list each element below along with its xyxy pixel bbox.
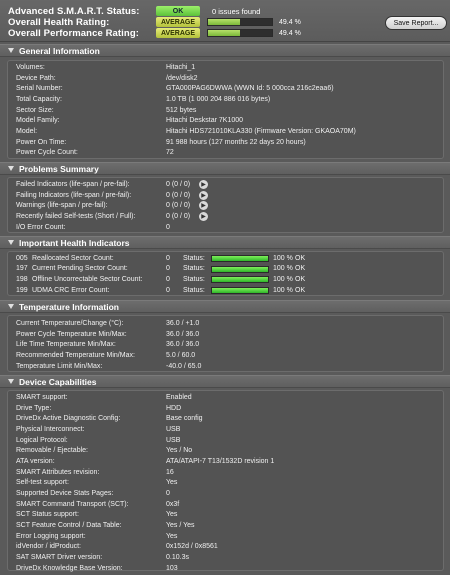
attribute-id: 198: [16, 275, 28, 283]
row-label: Model:: [16, 127, 38, 135]
problem-row: [8, 211, 443, 222]
attribute-id: 199: [16, 286, 28, 294]
status-label: Status:: [183, 254, 205, 262]
row-value: Yes / Yes: [166, 522, 195, 530]
info-row: [8, 62, 443, 73]
row-label: Power Cycle Temperature Min/Max:: [16, 330, 127, 338]
info-row: [8, 148, 443, 159]
problems-section-header[interactable]: [0, 162, 450, 175]
health-rating-label: Overall Health Rating:: [8, 16, 110, 28]
disclosure-triangle-icon[interactable]: [8, 379, 14, 384]
row-value: /dev/disk2: [166, 74, 198, 82]
row-value: 103: [166, 564, 178, 572]
status-bar-fill: [212, 267, 268, 272]
row-label: Removable / Ejectable:: [16, 447, 88, 455]
row-value: ATA/ATAPI-7 T13/1532D revision 1: [166, 457, 275, 465]
row-label: Recommended Temperature Min/Max:: [16, 351, 135, 359]
performance-rating-row: [8, 27, 301, 39]
row-label: Current Temperature/Change (°C):: [16, 319, 124, 327]
attribute-id: 197: [16, 265, 28, 273]
details-arrow-icon[interactable]: ▶: [199, 201, 208, 210]
disclosure-triangle-icon[interactable]: [8, 240, 14, 245]
status-label: Status:: [183, 265, 205, 273]
row-label: SCT Status support:: [16, 511, 79, 519]
status-text: OK: [295, 286, 306, 294]
problem-value: 0 (0 / 0): [166, 213, 191, 221]
row-label: Logical Protocol:: [16, 436, 68, 444]
info-row: [8, 510, 443, 521]
health-indicator-row: [8, 274, 443, 285]
save-report-button[interactable]: Save Report...: [385, 16, 447, 30]
info-row: [8, 137, 443, 148]
row-label: ATA version:: [16, 457, 55, 465]
row-value: 36.0 / 36.0: [166, 341, 200, 349]
row-value: Base config: [166, 415, 203, 423]
row-label: Physical Interconnect:: [16, 425, 85, 433]
capabilities-panel: [7, 390, 444, 571]
attribute-value: 0: [166, 265, 170, 273]
attribute-name: Reallocated Sector Count:: [32, 254, 114, 262]
health-rating-bar-fill: [208, 19, 240, 25]
health-indicators-panel: [7, 251, 444, 296]
row-value: 512 bytes: [166, 106, 197, 114]
row-label: Power Cycle Count:: [16, 149, 78, 157]
status-text: OK: [295, 265, 306, 273]
smart-status-badge: OK: [156, 6, 200, 16]
row-label: SMART support:: [16, 393, 68, 401]
disclosure-triangle-icon[interactable]: [8, 304, 14, 309]
performance-rating-badge: AVERAGE: [156, 28, 200, 38]
row-label: Power On Time:: [16, 138, 67, 146]
info-row: [8, 424, 443, 435]
row-value: Yes: [166, 532, 178, 540]
problem-value: 0 (0 / 0): [166, 202, 191, 210]
info-row: [8, 329, 443, 340]
status-label: Status:: [183, 275, 205, 283]
problems-section-title: Problems Summary: [19, 163, 99, 174]
problem-value: 0 (0 / 0): [166, 180, 191, 188]
row-value: 36.0 / +1.0: [166, 319, 200, 327]
info-row: [8, 542, 443, 553]
row-value: 72: [166, 149, 174, 157]
row-value: 0: [166, 490, 170, 498]
health-indicator-row: [8, 264, 443, 275]
info-row: [8, 563, 443, 574]
problem-label: I/O Error Count:: [16, 224, 66, 232]
problem-row: [8, 201, 443, 212]
row-label: Self-test support:: [16, 479, 69, 487]
row-value: 5.0 / 60.0: [166, 351, 196, 359]
row-value: 0x3f: [166, 500, 180, 508]
status-text: OK: [295, 275, 306, 283]
row-value: -40.0 / 65.0: [166, 362, 202, 370]
status-bar: [211, 287, 269, 294]
info-row: [8, 350, 443, 361]
info-row: [8, 126, 443, 137]
summary-header: [0, 0, 450, 42]
row-label: Drive Type:: [16, 404, 52, 412]
status-bar-fill: [212, 256, 268, 261]
details-arrow-icon[interactable]: ▶: [199, 180, 208, 189]
row-value: Yes / No: [166, 447, 193, 455]
info-row: [8, 73, 443, 84]
row-value: 16: [166, 468, 174, 476]
info-row: [8, 467, 443, 478]
row-label: Supported Device Stats Pages:: [16, 490, 114, 498]
problem-row: [8, 222, 443, 233]
info-row: [8, 318, 443, 329]
problem-value: 0 (0 / 0): [166, 191, 191, 199]
row-value: Yes: [166, 479, 178, 487]
row-label: DriveDx Knowledge Base Version:: [16, 564, 123, 572]
performance-rating-label: Overall Performance Rating:: [8, 27, 139, 39]
row-label: Temperature Limit Min/Max:: [16, 362, 103, 370]
row-label: Error Logging support:: [16, 532, 86, 540]
row-value: 91 988 hours (127 months 22 days 20 hours): [166, 138, 306, 146]
row-label: Volumes:: [16, 63, 45, 71]
row-label: Sector Size:: [16, 106, 54, 114]
info-row: [8, 105, 443, 116]
status-bar-fill: [212, 277, 268, 282]
problem-row: [8, 179, 443, 190]
row-label: SAT SMART Driver version:: [16, 554, 103, 562]
row-value: HDD: [166, 404, 182, 412]
row-value: Yes: [166, 511, 178, 519]
row-value: 0x152d / 0x8561: [166, 543, 218, 551]
status-percent: 100 %: [273, 286, 293, 294]
attribute-id: 005: [16, 254, 28, 262]
info-row: [8, 435, 443, 446]
info-row: [8, 94, 443, 105]
temperature-section-title: Temperature Information: [19, 301, 119, 312]
status-text: OK: [295, 254, 306, 262]
health-rating-badge: AVERAGE: [156, 17, 200, 27]
info-row: [8, 361, 443, 372]
row-label: SMART Attributes revision:: [16, 468, 100, 476]
status-bar: [211, 266, 269, 273]
smart-status-text: 0 issues found: [212, 6, 261, 16]
status-percent: 100 %: [273, 254, 293, 262]
row-label: SCT Feature Control / Data Table:: [16, 522, 122, 530]
row-value: USB: [166, 425, 181, 433]
attribute-value: 0: [166, 254, 170, 262]
capabilities-section-header[interactable]: [0, 375, 450, 388]
status-bar: [211, 255, 269, 262]
problem-label: Warnings (life-span / pre-fail):: [16, 202, 108, 210]
status-bar-fill: [212, 288, 268, 293]
temperature-section-header[interactable]: [0, 300, 450, 313]
health-section-title: Important Health Indicators: [19, 237, 130, 248]
problems-panel: [7, 177, 444, 233]
performance-rating-bar: [207, 29, 273, 37]
info-row: [8, 403, 443, 414]
info-row: [8, 488, 443, 499]
status-percent: 100 %: [273, 265, 293, 273]
row-label: idVendor / idProduct:: [16, 543, 81, 551]
info-row: [8, 478, 443, 489]
details-arrow-icon[interactable]: ▶: [199, 191, 208, 200]
status-percent: 100 %: [273, 275, 293, 283]
general-info-panel: [7, 60, 444, 159]
row-label: Device Path:: [16, 74, 56, 82]
info-row: [8, 499, 443, 510]
smart-status-label: Advanced S.M.A.R.T. Status:: [8, 5, 140, 17]
row-label: SMART Command Transport (SCT):: [16, 500, 129, 508]
problem-row: [8, 190, 443, 201]
status-bar: [211, 276, 269, 283]
attribute-name: UDMA CRC Error Count:: [32, 286, 110, 294]
row-label: Model Family:: [16, 117, 60, 125]
info-row: [8, 531, 443, 542]
row-value: USB: [166, 436, 181, 444]
info-row: [8, 445, 443, 456]
performance-rating-bar-fill: [208, 30, 240, 36]
info-row: [8, 115, 443, 126]
row-value: 36.0 / 36.0: [166, 330, 200, 338]
status-label: Status:: [183, 286, 205, 294]
info-row: [8, 552, 443, 563]
problem-label: Failed Indicators (life-span / pre-fail):: [16, 180, 130, 188]
row-value: Hitachi_1: [166, 63, 196, 71]
attribute-value: 0: [166, 275, 170, 283]
general-section-title: General Information: [19, 45, 100, 56]
health-section-header[interactable]: [0, 236, 450, 249]
problem-label: Recently failed Self-tests (Short / Full):: [16, 213, 136, 221]
disclosure-triangle-icon[interactable]: [8, 166, 14, 171]
row-label: Total Capacity:: [16, 95, 62, 103]
attribute-name: Offline Uncorrectable Sector Count:: [32, 275, 143, 283]
row-value: Hitachi HDS721010KLA330 (Firmware Version: GKAOA70M): [166, 127, 356, 135]
disclosure-triangle-icon[interactable]: [8, 48, 14, 53]
row-label: Life Time Temperature Min/Max:: [16, 341, 116, 349]
capabilities-section-title: Device Capabilities: [19, 376, 97, 387]
problem-value: 0: [166, 224, 170, 232]
temperature-panel: [7, 315, 444, 372]
info-row: [8, 339, 443, 350]
info-row: [8, 456, 443, 467]
info-row: [8, 392, 443, 403]
general-section-header[interactable]: [0, 44, 450, 57]
row-value: Hitachi Deskstar 7K1000: [166, 117, 244, 125]
row-label: DriveDx Active Diagnostic Config:: [16, 415, 121, 423]
attribute-name: Current Pending Sector Count:: [32, 265, 128, 273]
attribute-value: 0: [166, 286, 170, 294]
info-row: [8, 520, 443, 531]
health-rating-percent: 49.4 %: [279, 18, 301, 26]
details-arrow-icon[interactable]: ▶: [199, 212, 208, 221]
row-value: 1.0 TB (1 000 204 886 016 bytes): [166, 95, 271, 103]
health-indicator-row: [8, 285, 443, 296]
performance-rating-percent: 49.4 %: [279, 29, 301, 37]
health-rating-bar: [207, 18, 273, 26]
row-value: GTA000PAG6DWWA (WWN Id: 5 000cca 216c2eaa6): [166, 85, 334, 93]
problem-label: Failing Indicators (life-span / pre-fail):: [16, 191, 132, 199]
row-value: 0.10.3s: [166, 554, 189, 562]
row-value: Enabled: [166, 393, 192, 401]
health-indicator-row: [8, 253, 443, 264]
info-row: [8, 83, 443, 94]
row-label: Serial Number:: [16, 85, 63, 93]
info-row: [8, 413, 443, 424]
